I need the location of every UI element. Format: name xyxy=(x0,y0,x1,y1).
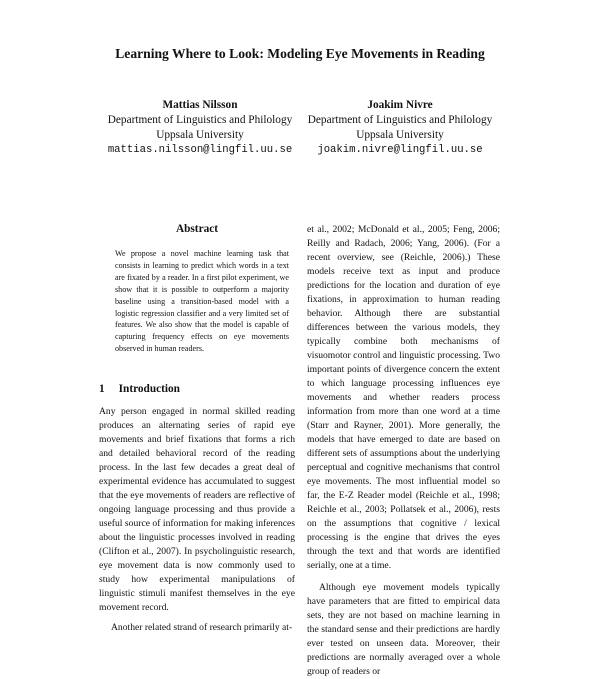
author-block-1 xyxy=(95,98,305,158)
intro-paragraph-1: Any person engaged in normal skilled reading produces an alternating series of rapid eye movements and brief fixations that forms a rich and detailed behavioral record of the reading process. In the last few decades a great deal of experimental evidence has accumulated to suggest that the eye movements of readers are reflective of ongoing language processing and thus provide a useful source of information for making inferences about the linguistic processes involved in reading (Clifton et al., 2007). In psycholinguistic research, eye movement data is now commonly used to study how experimental manipulations of linguistic stimuli manifest themselves in the eye movement record. xyxy=(99,406,295,613)
author-university: Uppsala University xyxy=(156,129,244,141)
section-number: 1 xyxy=(99,383,105,395)
right-paragraph-1: et al., 2002; McDonald et al., 2005; Feng, 2006; Reilly and Radach, 2006; Yang, 2006). (For a recent overview, see (Reichle, 2006).) These models receive text as input and produce predictions for the location and duration of eye fixations, in approximation to human reading behavior. Although there are substantial differences between the various models, they typically combine both mechanisms of visuomotor control and linguistic processing. Two important points of divergence concern the extent to which language processing influences eye movements and whether readers process information from more than one word at a time (Starr and Rayner, 2001). More generally, the models that have emerged to date are based on different sets of assumptions about the underlying perceptual and cognitive mechanisms that control eye movements. The most influential model so far, the E-Z Reader model (Reichle et al., 1998; Reichle et al., 2003; Pollatsek et al., 2006), rests on the assumptions that cognitive / lexical processing is the engine that drives the eyes through the text and that words are identified serially, one at a time. xyxy=(307,224,500,571)
author-department: Department of Linguistics and Philology xyxy=(307,114,493,126)
section-title: Introduction xyxy=(118,383,180,395)
author-university: Uppsala University xyxy=(356,129,444,141)
intro-paragraph-2: Another related strand of research primarily at- xyxy=(111,622,293,633)
right-paragraph-2: Although eye movement models typically have parameters that are fitted to empirical data sets, they are not based on machine learning in the standard sense and their predictions are hardly ever tested on unseen data. Moreover, their predictions are normally averaged over a whole group of readers or xyxy=(307,582,500,677)
author-block-2 xyxy=(300,98,500,158)
introduction-body xyxy=(99,405,295,635)
right-column-body xyxy=(307,223,500,679)
author-department: Department of Linguistics and Philology xyxy=(107,114,293,126)
author-name: Joakim Nivre xyxy=(367,99,433,111)
author-email: mattias.nilsson@lingfil.uu.se xyxy=(107,144,293,156)
abstract-heading: Abstract xyxy=(175,223,219,235)
paper-title: Learning Where to Look: Modeling Eye Movements in Reading xyxy=(115,46,485,61)
author-email: joakim.nivre@lingfil.uu.se xyxy=(317,144,483,156)
author-name: Mattias Nilsson xyxy=(162,99,238,111)
section-heading-introduction xyxy=(99,382,180,396)
abstract-text: We propose a novel machine learning task that consists in learning to predict which words in a text are fixated by a reader. In a first pilot experiment, we show that it is possible to outperform a majority baseline using a transition-based model with a logistic regression classifier and a very limited set of features. We also show that the model is capable of capturing frequency effects on eye movements observed in human readers. xyxy=(115,249,289,354)
abstract-section xyxy=(99,222,295,355)
